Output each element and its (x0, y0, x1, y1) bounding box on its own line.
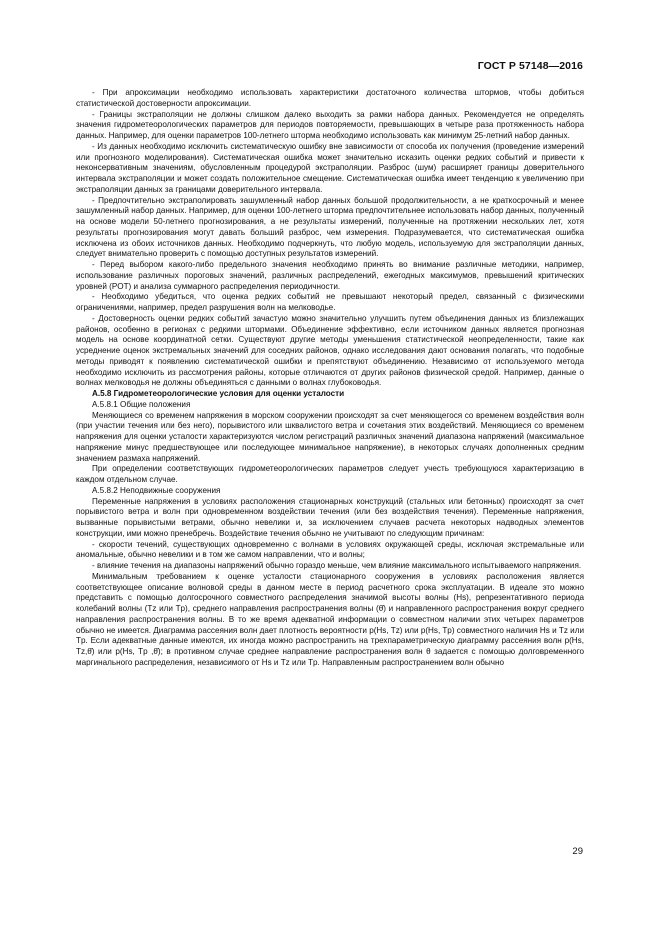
subsection-heading: А.5.8.1 Общие положения (92, 399, 191, 409)
paragraph: - влияние течения на диапазоны напряжений обычно гораздо меньше, чем влияние максимального испытываемого напряжения. (92, 561, 582, 570)
paragraph: - Предпочтительно экстраполировать зашумленный набор данных большой продолжительности, а не краткосрочный и менее зашумленный набор данных. Например, для оценки 100-летнего шторма предпочтительнее использовать набор данных, полученный на основе модели 50-летнего прогнозирования, а не результаты измерений, полученные на протяжении нескольких лет, хотя результаты прогнозирования могут давать больший разброс, чем измерения. Подразумевается, что систематическая ошибка исключена из обоих источников данных. Необходимо подчеркнуть, что любую модель, используемую для экстраполяции данных, следует внимательно проверить с помощью доступных результатов измерений. (76, 195, 584, 259)
paragraph: - Достоверность оценки редких событий зачастую можно значительно улучшить путем объединения данных из близлежащих районов, особенно в регионах с редкими штормами. Объединение эффективно, если источником данных является прогнозная модель на основе координатной сетки. Существуют другие методы уменьшения статистической неопределенности, такие как усреднение оценок экстремальных значений для соседних районов, однако исследования дают основания полагать, что подобные методы приводят к появлению систематической ошибки и препятствуют объединению. Независимо от используемого метода необходимо исключить из рассмотрения районы, которые отличаются от других районов физической средой. Например, данные о волнах мелководья не должны объединяться с данными о волнах глубоководья. (76, 313, 584, 388)
paragraph: - скорости течений, существующих одновременно с волнами в условиях окружающей среды, исключая экстремальные или аномальные, обычно невелики и в том же самом направлении, что и волны; (76, 539, 584, 560)
paragraph: - Перед выбором какого-либо предельного значения необходимо принять во внимание различные методики, например, использование различных пороговых значений, различных распределений, ежегодных максимумов, превышений критических уровней (POT) и анализа суммарного распределения периодичности. (76, 260, 584, 291)
subsection-heading: А.5.8.2 Неподвижные сооружения (92, 485, 221, 495)
paragraph: - Необходимо убедиться, что оценка редких событий не превышают некоторый предел, связанный с физическими ограничениями, например, предел разрушения волн на мелководье. (76, 292, 584, 312)
paragraph: - При апроксимации необходимо использовать характеристики достаточного количества штормов, чтобы добиться статистической достоверности апроксимации. (76, 88, 584, 108)
paragraph: При определении соответствующих гидрометеорологических параметров следует учесть требующуюся характеризацию в каждом отдельном случае. (76, 464, 584, 484)
standard-number: ГОСТ Р 57148—2016 (477, 60, 583, 72)
section-heading: А.5.8 Гидрометеорологические условия для оценки усталости (92, 389, 345, 398)
paragraph: - Из данных необходимо исключить систематическую ошибку вне зависимости от способа их получения (проведение измерений или прогнозного моделирования). Систематическая ошибка может значительно исказить оценки редких событий и привести к неконсервативным значениям, обусловленным процедурой экстраполяции. Разброс (шум) расширяет границы доверительного интервала экстраполяции и может создать положительное смещение. Систематическая ошибка имеет тенденцию к увеличению при экстраполяции данных за границами доверительного интервала. (76, 141, 584, 194)
paragraph: - Границы экстраполяции не должны слишком далеко выходить за рамки набора данных. Рекомендуется не определять значения гидрометеорологических параметров для периодов повторяемости, превышающих в четыре раза протяженность набора данных. Например, для оценки параметров 100-летнего шторма необходимо использовать как минимум 25-летний набор данных. (76, 109, 584, 140)
paragraph: Минимальным требованием к оценке усталости стационарного сооружения в условиях расположения является соответствующее описание волновой среды в данном месте в период расчетного срока эксплуатации. В идеале это можно представить с помощью долгосрочного совместного распределения значимой высоты волны (Hs), репрезентативного периода колебаний волны (Tz или Tp), среднего направления распространения волны (θ̄) и направленного распространения вокруг среднего направления распространения волны. В то же время адекватной информации о совместном наличии этих четырех параметров обычно не имеется. Диаграмма рассеяния волн дает плотность вероятности p(Hs, Tz) или p(Hs, Tp) совместного наличия Hs и Tz или Tp. Если адекватные данные имеются, их иногда можно распространить на трехпараметрическую диаграмму рассеяния волн p(Hs, Tz,θ̄) или p(Hs, Tp ,θ̄); в противном случае среднее направление распространения волн θ задается с помощью долговременного маргинального распределения, независимого от Hs и Tz или Tp. Направленным распространением волн обычно (76, 571, 584, 667)
page-number: 29 (572, 846, 583, 857)
paragraph: Переменные напряжения в условиях расположения стационарных конструкций (стальных или бетонных) происходят за счет порывистого ветра и волн при одновременном воздействии течения (или без воздействия течения). Переменные напряжения, вызванные порывистыми ветрами, обычно невелики и, за исключением случаев расчета некоторых надводных элементов конструкции, ими можно пренебречь. Воздействие течения обычно не учитывают по следующим причинам: (76, 496, 584, 538)
paragraph: Меняющиеся со временем напряжения в морском сооружении происходят за счет меняющегося со временем воздействия волн (при участии течения или без него), порывистого или шквалистого ветра и сочетания этих воздействий. Меняющиеся со временем напряжения для оценки усталости характеризуются числом регистраций различных значений диапазона напряжений (максимальное напряжение минус предшествующее или последующее минимальное напряжение), в некоторых случаях дополненных средним значением размаха напряжений. (76, 410, 584, 463)
page-body (76, 88, 584, 669)
